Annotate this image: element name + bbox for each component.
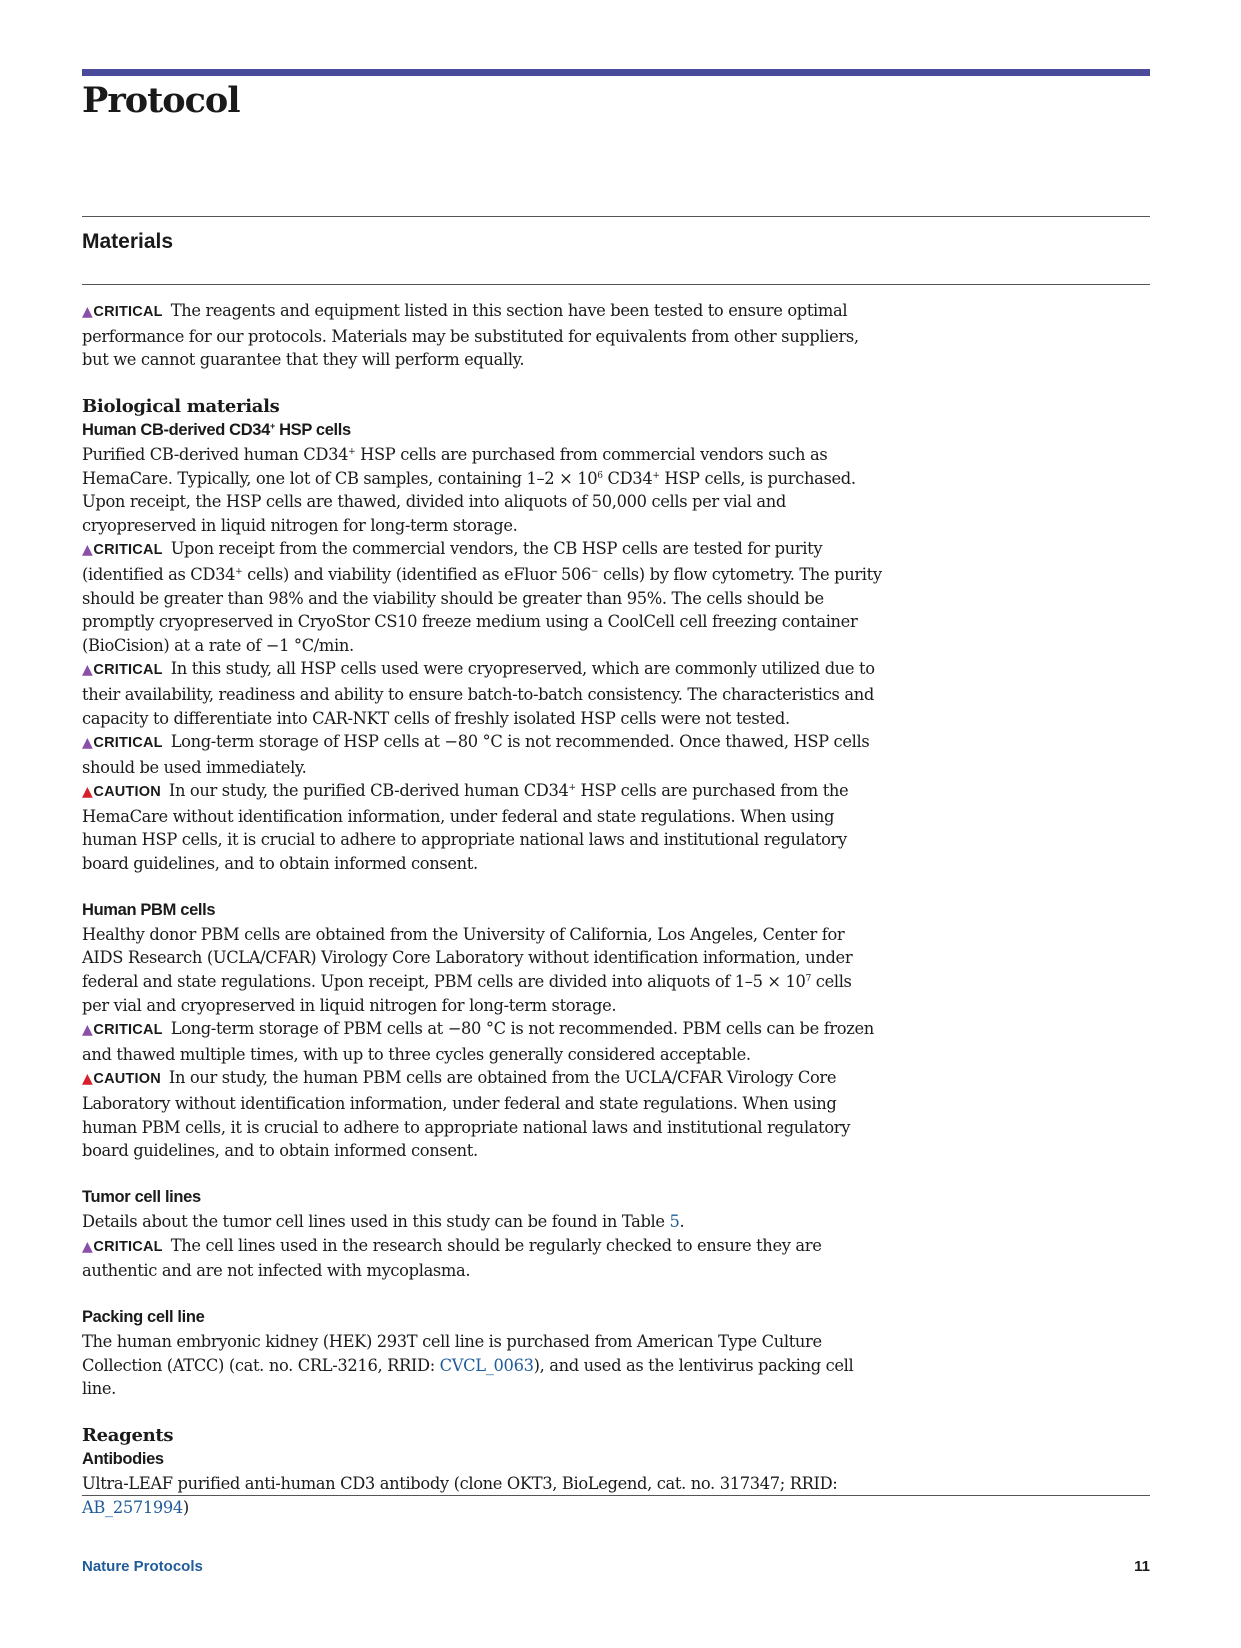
caution-triangle-icon: ▲ xyxy=(82,784,93,801)
packing-cell-line-heading: Packing cell line xyxy=(82,1308,205,1327)
footer-divider xyxy=(82,1495,1150,1496)
materials-body xyxy=(82,299,882,1519)
hsp-critical-note-1: ▲CRITICAL Upon receipt from the commercial vendors, the CB HSP cells are tested for purity (identified as CD34+ cells) and viability (identified as eFluor 506− cells) by flow cytometry. The purity should be greater than 98% and the viability should be greater than 95%. The cells should be promptly cryopreserved in CryoStor CS10 freeze medium using a CoolCell cell freezing container (BioCision) at a rate of −1 °C/min. xyxy=(82,539,882,655)
pbm-caution-note: ▲CAUTION In our study, the human PBM cells are obtained from the UCLA/CFAR Virology Core Laboratory without identification information, under federal and state regulations. When using human PBM cells, it is crucial to adhere to appropriate national laws and institutional regulatory board guidelines, and to obtain informed consent. xyxy=(82,1068,851,1161)
tumor-cell-lines-paragraph: Details about the tumor cell lines used in this study can be found in Table 5. xyxy=(82,1211,685,1231)
critical-triangle-icon: ▲ xyxy=(82,304,93,320)
page-number: 11 xyxy=(1134,1558,1150,1575)
hsp-critical-note-2: ▲CRITICAL In this study, all HSP cells used were cryopreserved, which are commonly utilized due to their availability, readiness and ability to ensure batch-to-batch consistency. The characteristics and capacity to differentiate into CAR-NKT cells of freshly isolated HSP cells were not tested. xyxy=(82,659,875,728)
section-divider-bottom xyxy=(82,284,1150,285)
caution-label: CAUTION xyxy=(93,784,161,801)
hsp-cells-heading: Human CB-derived CD34+ HSP cells xyxy=(82,421,351,440)
tumor-cell-lines-heading: Tumor cell lines xyxy=(82,1188,201,1207)
antibodies-paragraph: Ultra-LEAF purified anti-human CD3 antibody (clone OKT3, BioLegend, cat. no. 317347; RRID: AB_2571994) xyxy=(82,1473,838,1517)
critical-label: CRITICAL xyxy=(93,1022,163,1039)
section-divider-top xyxy=(82,216,1150,217)
section-heading: Materials xyxy=(82,230,174,253)
note-text: The reagents and equipment listed in this section have been tested to ensure optimal performance for our protocols. Materials may be substituted for equivalents from other suppliers, but we cannot guarantee that they will perform equally. xyxy=(82,301,859,370)
packing-cell-line-paragraph: The human embryonic kidney (HEK) 293T cell line is purchased from American Type Culture Collection (ATCC) (cat. no. CRL-3216, RRID: CVCL_0063), and used as the lentivirus packing cell line. xyxy=(82,1331,854,1399)
table-5-link[interactable]: 5 xyxy=(669,1211,680,1231)
hsp-cells-paragraph: Purified CB-derived human CD34+ HSP cells are purchased from commercial vendors such as HemaCare. Typically, one lot of CB samples, containing $1-2 \times 10^6$ CD34+ HSP cells, is purchased. Upon receipt, the HSP cells are thawed, divided into aliquots of 50,000 cells per vial and cryopreserved in liquid nitrogen for long-term storage. xyxy=(82,444,856,535)
intro-critical-note xyxy=(82,299,882,372)
pbm-critical-note: ▲CRITICAL Long-term storage of PBM cells at −80 °C is not recommended. PBM cells can be frozen and thawed multiple times, with up to three cycles generally considered acceptable. xyxy=(82,1019,874,1064)
hsp-critical-note-3: ▲CRITICAL Long-term storage of HSP cells at −80 °C is not recommended. Once thawed, HSP cells should be used immediately. xyxy=(82,732,870,777)
tumor-critical-note: ▲CRITICAL The cell lines used in the research should be regularly checked to ensure they are authentic and are not infected with mycoplasma. xyxy=(82,1235,822,1281)
critical-label: CRITICAL xyxy=(93,1238,163,1255)
critical-triangle-icon: ▲ xyxy=(82,662,93,679)
critical-triangle-icon: ▲ xyxy=(82,542,93,559)
antibodies-heading: Antibodies xyxy=(82,1450,164,1469)
caution-label: CAUTION xyxy=(93,1071,161,1088)
journal-name[interactable]: Nature Protocols xyxy=(82,1558,203,1575)
biological-materials-heading: Biological materials xyxy=(82,396,280,418)
caution-triangle-icon: ▲ xyxy=(82,1071,93,1088)
critical-label: CRITICAL xyxy=(93,735,163,752)
critical-label: CRITICAL xyxy=(93,304,163,320)
critical-label: CRITICAL xyxy=(93,542,163,559)
rrid-cvcl-link[interactable]: CVCL_0063 xyxy=(439,1355,534,1375)
page-title: Protocol xyxy=(82,80,240,121)
hsp-caution-note: ▲CAUTION In our study, the purified CB-derived human CD34+ HSP cells are purchased from the HemaCare without identification information, under federal and state regulations. When using human HSP cells, it is crucial to adhere to appropriate national laws and institutional regulatory board guidelines, and to obtain informed consent. xyxy=(82,781,849,874)
pbm-cells-paragraph: Healthy donor PBM cells are obtained from the University of California, Los Angeles, Center for AIDS Research (UCLA/CFAR) Virology Core Laboratory without identification information, under federal and state regulations. Upon receipt, PBM cells are divided into aliquots of $1-5 \times 10^7$ cells per vial and cryopreserved in liquid nitrogen for long-term storage. xyxy=(82,924,853,1015)
reagents-heading: Reagents xyxy=(82,1425,174,1447)
pbm-cells-heading: Human PBM cells xyxy=(82,901,216,920)
rrid-ab-link[interactable]: AB_2571994 xyxy=(82,1497,183,1517)
critical-triangle-icon: ▲ xyxy=(82,735,93,752)
critical-label: CRITICAL xyxy=(93,662,163,679)
critical-triangle-icon: ▲ xyxy=(82,1022,93,1039)
header-accent-bar xyxy=(82,69,1150,76)
critical-triangle-icon: ▲ xyxy=(82,1238,93,1255)
